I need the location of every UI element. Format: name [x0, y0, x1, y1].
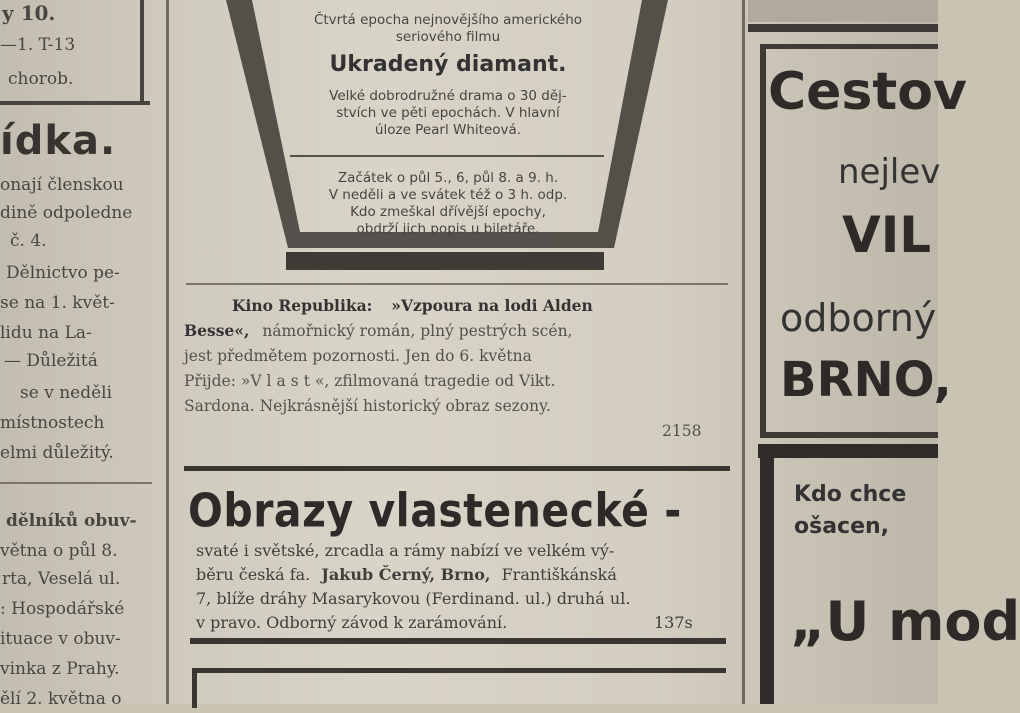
- left-line: rta, Veselá ul.: [2, 569, 121, 589]
- left-line: Dělnictvo pe-: [6, 263, 120, 283]
- kino-line: Přijde: »: [184, 372, 251, 390]
- ad-schedule: Začátek o půl 5., 6, půl 8. a 9. h.: [337, 170, 559, 186]
- right-odborny: odborný: [780, 296, 937, 340]
- right-osacen: ošacen,: [794, 514, 890, 539]
- right-second-box-top: [758, 444, 938, 458]
- left-line: č. 4.: [10, 231, 47, 251]
- right-box-bottom: [760, 432, 938, 438]
- right-nejlev: nejlev: [838, 152, 941, 192]
- right-brno: BRNO,: [780, 352, 952, 408]
- left-line: lidu na La-: [0, 323, 92, 343]
- right-second-box-border: [760, 444, 774, 704]
- next-ad-border: [192, 668, 197, 708]
- left-divider: [0, 482, 152, 484]
- left-line: větna o půl 8.: [0, 541, 118, 561]
- ad-schedule: V neděli a ve svátek též o 3 h. odp.: [328, 187, 568, 203]
- left-line: — Důležitá: [4, 351, 98, 371]
- left-line: se v neděli: [20, 383, 113, 403]
- left-top-line-1: y 10.: [2, 1, 56, 25]
- left-line: se na 1. květ-: [0, 293, 115, 313]
- left-top-line-2: —1. T-13: [0, 35, 76, 55]
- left-line: : Hospodářské: [0, 599, 125, 619]
- next-ad-rule: [192, 668, 726, 673]
- left-top-line-3: chorob.: [8, 69, 74, 89]
- right-cestov: Cestov: [768, 62, 967, 122]
- obrazy-title: Obrazy vlastenecké -: [188, 484, 682, 538]
- obrazy-line: běru česká fa.: [196, 565, 311, 584]
- kino-vlast: Vlast: [250, 372, 315, 390]
- kino-top-rule: [186, 283, 728, 285]
- obrazy-top-rule: [184, 466, 730, 471]
- left-line: ělí 2. května o: [0, 689, 122, 709]
- right-box-top: [760, 44, 938, 49]
- obrazy-line: Františkánská: [501, 565, 617, 584]
- right-u-mod: „U mod: [790, 590, 1020, 653]
- left-line: ituace v obuv-: [0, 629, 121, 649]
- kino-film: »Vzpoura na lodi Alden: [391, 296, 593, 315]
- left-heading: ídka.: [0, 118, 117, 164]
- ad-desc: stvích ve pěti epochách. V hlavní: [336, 105, 560, 121]
- right-vil: VIL: [842, 206, 932, 264]
- right-top-band: [748, 0, 938, 22]
- kino-number: 2158: [662, 422, 702, 440]
- obrazy-company: Jakub Černý, Brno,: [321, 565, 491, 584]
- ad-desc: úloze Pearl Whiteová.: [374, 122, 522, 138]
- ad-title: Ukradený diamant.: [329, 52, 567, 77]
- obrazy-line: v pravo. Odborný závod k zarámování.: [196, 613, 508, 632]
- left-line: elmi důležitý.: [0, 443, 114, 463]
- kino-line: «, zfilmovaná tragedie od Vikt.: [314, 372, 556, 390]
- ad-line: Čtvrtá epocha nejnovějšího amerického: [313, 12, 583, 28]
- kino-film-end: Besse«,: [184, 321, 250, 340]
- left-line: vinka z Prahy.: [0, 659, 120, 679]
- kino-line: jest předmětem pozornosti. Jen do 6. května: [184, 347, 532, 365]
- obrazy-number: 137s: [654, 613, 693, 632]
- obrazy-line: 7, blíže dráhy Masarykovou (Ferdinand. ul.) druhá ul.: [196, 589, 631, 608]
- obrazy-bottom-rule: [190, 638, 726, 644]
- left-line: dině odpoledne: [0, 203, 133, 223]
- ad-line: seriového filmu: [395, 29, 501, 45]
- kino-name: Kino Republika:: [232, 296, 373, 315]
- kino-line: Sardona. Nejkrásnější historický obraz sezony.: [184, 397, 551, 415]
- right-top-rule: [748, 24, 938, 32]
- right-kdo-chce: Kdo chce: [794, 482, 907, 507]
- ad-desc: Velké dobrodružné drama o 30 děj-: [329, 88, 567, 104]
- ad-schedule: obdrží jich popis u biletáře.: [356, 221, 540, 237]
- ad-schedule: Kdo zmeškal dřívější epochy,: [350, 204, 546, 220]
- left-line: místnostech: [0, 413, 105, 433]
- obrazy-line: svaté i světské, zrcadla a rámy nabízí ve velkém vý-: [196, 541, 615, 560]
- left-line: dělníků obuv-: [6, 511, 137, 531]
- left-line: onají člensk​ou: [0, 175, 124, 195]
- right-box-border: [760, 44, 766, 434]
- kino-line: námořnický román, plný pestrých scén,: [262, 322, 573, 340]
